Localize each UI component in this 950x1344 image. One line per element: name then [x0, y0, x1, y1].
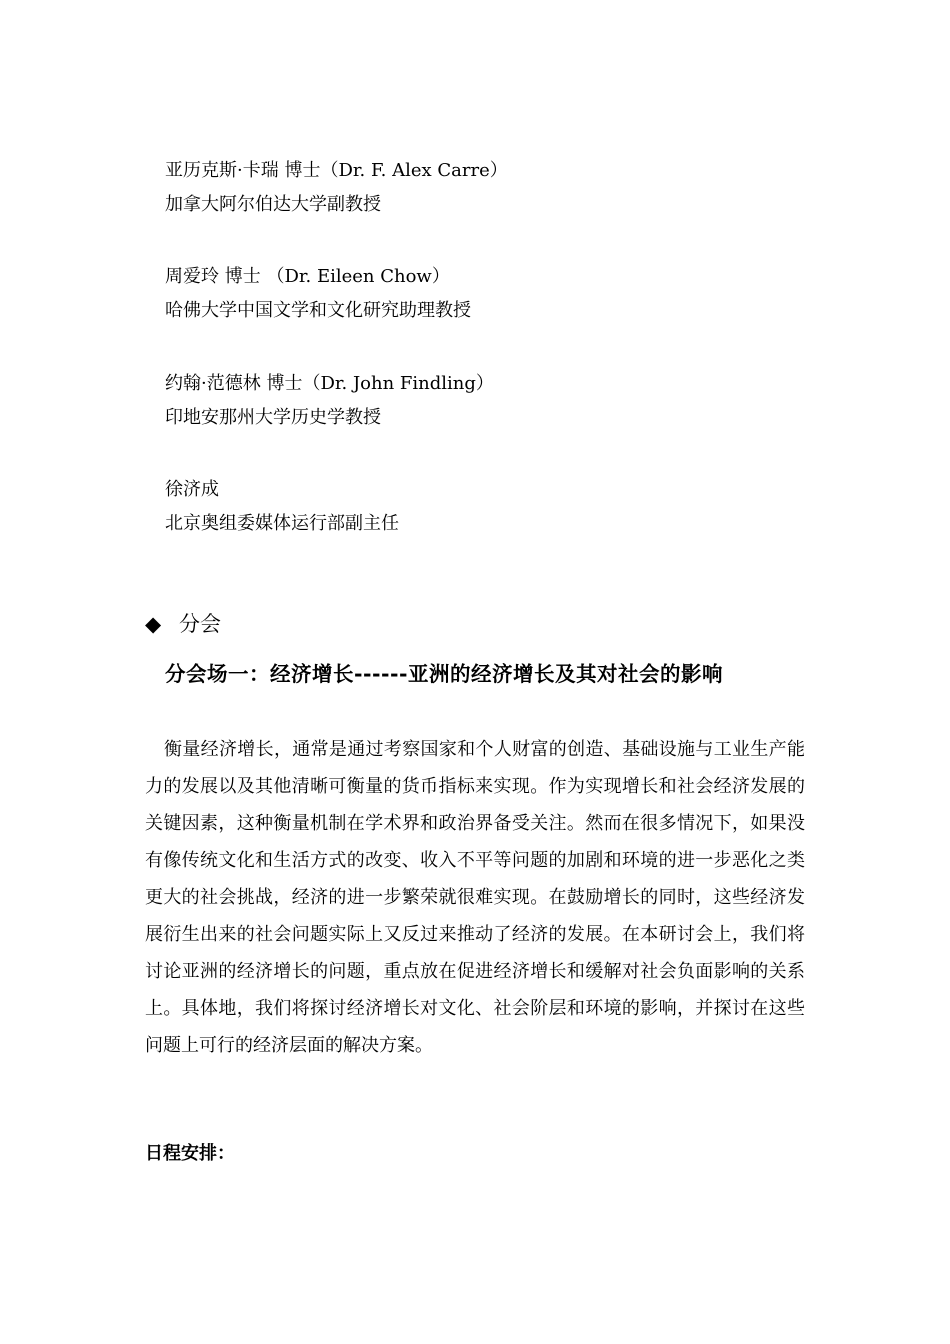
section-heading	[145, 606, 221, 642]
speaker-entry	[165, 260, 825, 328]
speaker-title: 哈佛大学中国文学和文化研究助理教授	[165, 300, 471, 321]
speaker-entry	[165, 473, 825, 541]
speaker-name: 亚历克斯·卡瑞 博士（Dr. F. Alex Carre）	[165, 160, 508, 181]
section-heading-text: 分会	[179, 612, 221, 636]
speaker-entry	[165, 367, 825, 435]
session-description: 衡量经济增长，通常是通过考察国家和个人财富的创造、基础设施与工业生产能力的发展以及其他清晰可衡量的货币指标来实现。作为实现增长和社会经济发展的关键因素，这种衡量机制在学术界和政治界备受关注。然而在很多情况下，如果没有像传统文化和生活方式的改变、收入不平等问题的加剧和环境的进一步恶化之类更大的社会挑战，经济的进一步繁荣就很难实现。在鼓励增长的同时，这些经济发展衍生出来的社会问题实际上又反过来推动了经济的发展。在本研讨会上，我们将讨论亚洲的经济增长的问题，重点放在促进经济增长和缓解对社会负面影响的关系上。具体地，我们将探讨经济增长对文化、社会阶层和环境的影响，并探讨在这些问题上可行的经济层面的解决方案。	[145, 739, 805, 1056]
speaker-name: 约翰·范德林 博士（Dr. John Findling）	[165, 373, 494, 394]
speaker-name: 徐济成	[165, 479, 219, 500]
speaker-title: 印地安那州大学历史学教授	[165, 407, 381, 428]
speaker-title: 北京奥组委媒体运行部副主任	[165, 513, 399, 534]
speaker-name: 周爱玲 博士 （Dr. Eileen Chow）	[165, 266, 450, 287]
speaker-entry	[165, 154, 825, 222]
diamond-bullet-icon: ◆	[145, 612, 162, 636]
session-title: 分会场一：经济增长------亚洲的经济增长及其对社会的影响	[165, 662, 724, 686]
schedule-label: 日程安排：	[145, 1143, 235, 1164]
speaker-title: 加拿大阿尔伯达大学副教授	[165, 194, 381, 215]
